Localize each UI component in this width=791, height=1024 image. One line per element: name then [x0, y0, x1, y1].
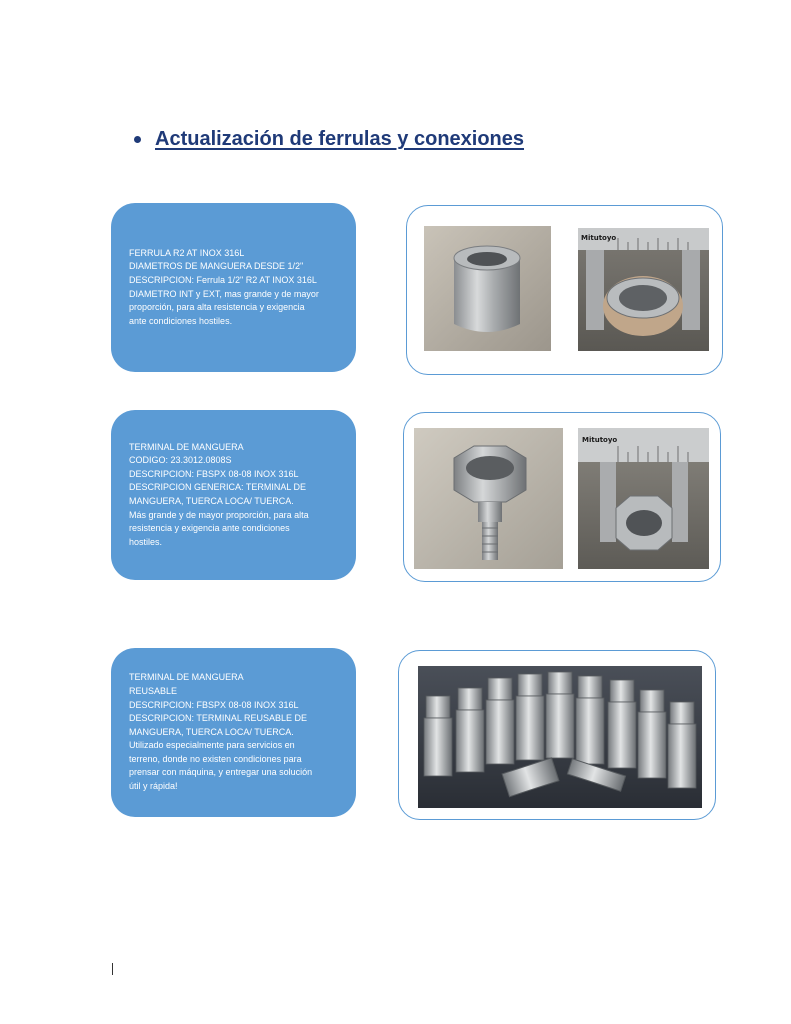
description-box-reusable-terminal [111, 648, 356, 817]
description-line: MANGUERA, TUERCA LOCA/ TUERCA. [129, 726, 294, 737]
page-title: Actualización de ferrulas y conexiones [155, 128, 525, 150]
hose-terminal-caliper-photo [578, 428, 709, 569]
caliper-brand-label: Mitutoyo [581, 234, 617, 242]
description-line: CODIGO: 23.3012.0808S [129, 455, 232, 466]
description-line: REUSABLE [129, 685, 178, 696]
description-line: útil y rápida! [129, 781, 178, 792]
description-line: proporción, para alta resistencia y exigencia [129, 302, 305, 313]
description-line: ante condiciones hostiles. [129, 315, 233, 326]
description-line: hostiles. [129, 536, 163, 547]
text-cursor [112, 963, 113, 975]
description-line: DIAMETRO INT y EXT, mas grande y de mayor [129, 288, 319, 299]
description-line: DIAMETROS DE MANGUERA DESDE 1/2" [129, 261, 304, 272]
description-line: Más grande y de mayor proporción, para alta [129, 509, 309, 520]
description-box-ferrule [111, 203, 356, 372]
section-heading [134, 128, 524, 151]
ferrule-photo [424, 226, 551, 351]
description-line: Utilizado especialmente para servicios en [129, 740, 295, 751]
caliper-brand-label: Mitutoyo [582, 436, 618, 444]
description-line: TERMINAL DE MANGUERA [129, 672, 244, 683]
description-line: FERRULA R2 AT INOX 316L [129, 247, 245, 258]
description-box-hose-terminal [111, 410, 356, 580]
description-line: MANGUERA, TUERCA LOCA/ TUERCA. [129, 496, 294, 506]
description-line: resistencia y exigencia ante condiciones [129, 523, 290, 534]
description-line: DESCRIPCION: TERMINAL REUSABLE DE [129, 713, 308, 724]
description-line: DESCRIPCION: FBSPX 08-08 INOX 316L [129, 468, 299, 479]
ferrule-caliper-photo [578, 228, 709, 351]
bullet-icon [134, 136, 141, 143]
description-line: DESCRIPCION: FBSPX 08-08 INOX 316L [129, 699, 299, 710]
hose-terminal-photo [414, 428, 563, 569]
description-line: terreno, donde no existen condiciones para [129, 753, 302, 764]
description-line: DESCRIPCION GENERICA: TERMINAL DE [129, 482, 307, 493]
reusable-fittings-photo [418, 666, 702, 808]
description-line: DESCRIPCION: Ferrula 1/2" R2 AT INOX 316L [129, 274, 317, 285]
description-line: prensar con máquina, y entregar una solución [129, 767, 313, 778]
description-line: TERMINAL DE MANGUERA [129, 441, 244, 452]
